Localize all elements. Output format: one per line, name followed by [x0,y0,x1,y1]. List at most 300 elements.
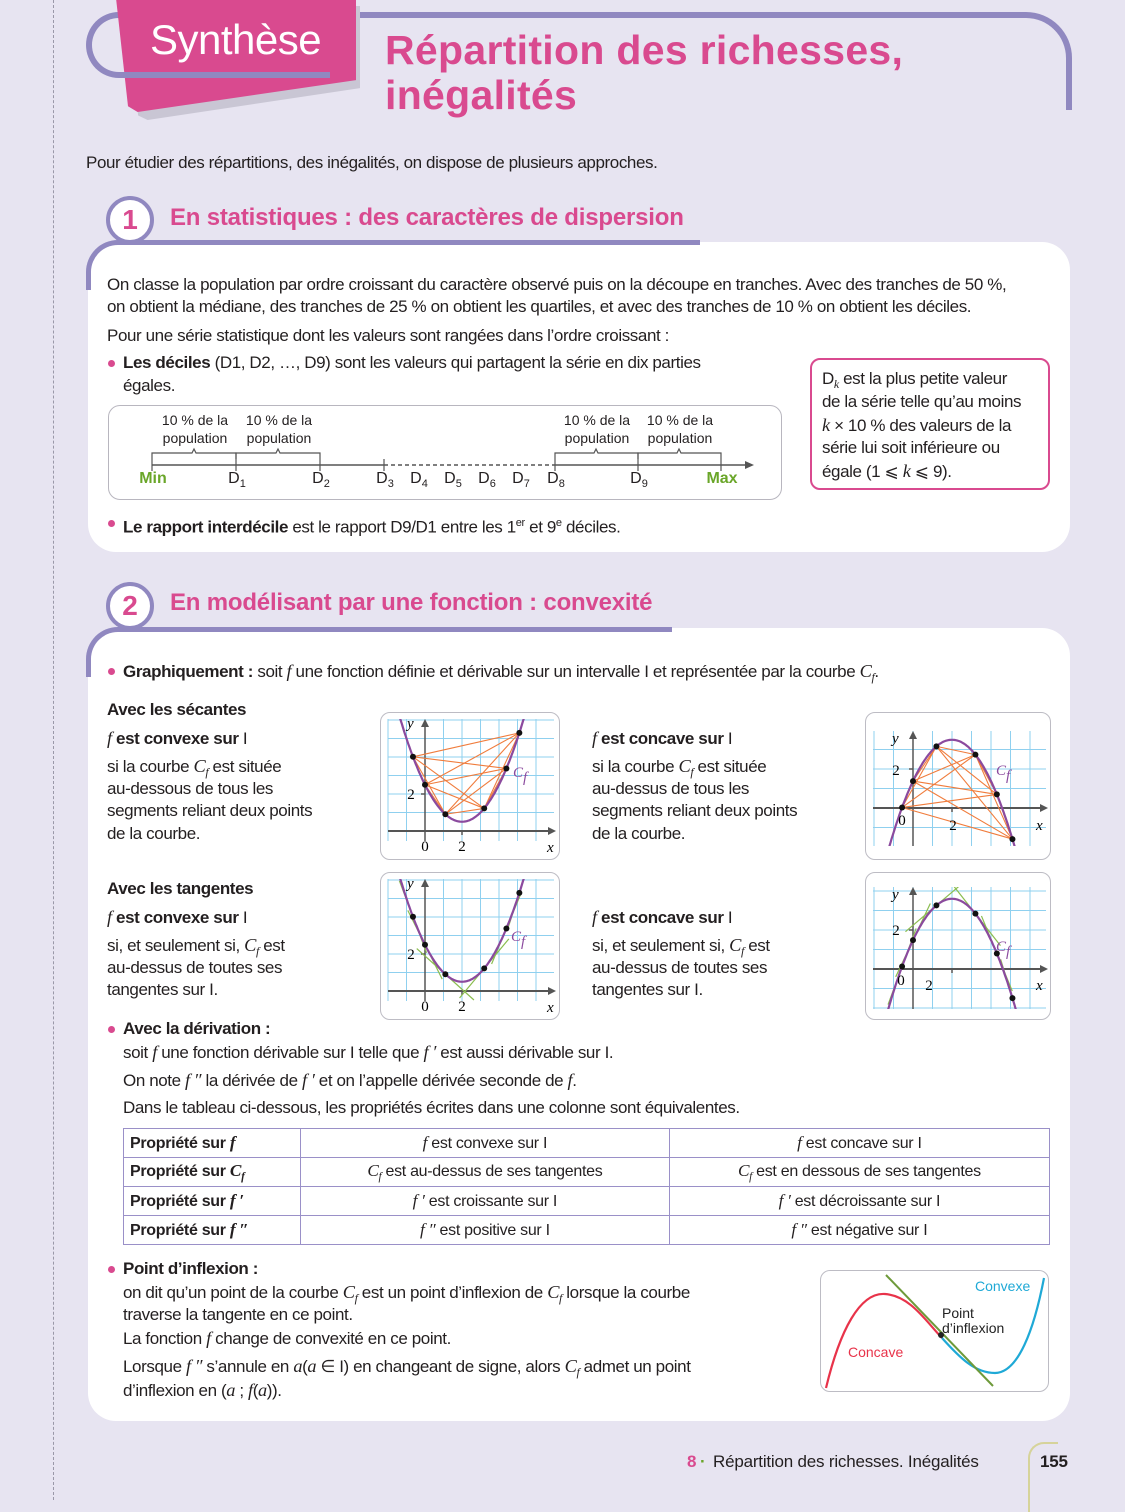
text-run: Lorsque [123,1357,186,1376]
y-tick-label: 2 [892,923,900,939]
curve-point [503,765,509,771]
text-run: soit [253,662,287,681]
text-run: f [797,1133,802,1152]
curve-point [422,782,428,788]
decile-label: $D_4$ [410,470,428,490]
text-run: Point d’inflexion : [123,1259,258,1278]
text-run: × 10 % des valeurs de la [829,416,1012,435]
text-run: f [206,1328,211,1348]
curve-label-sub: f [1006,768,1011,784]
text-run: segments reliant deux points [592,801,798,820]
text-run: f [248,1380,253,1400]
text-run: f [559,1291,562,1306]
text-run: . [572,1071,577,1090]
text-run: f [107,728,112,748]
text-run: de la courbe. [107,824,201,843]
text-run: f ″ [229,1220,249,1239]
text-run: est concave sur [596,729,728,748]
text-run: est en dessous de ses tangentes [751,1163,981,1181]
text-run: f [749,1170,752,1183]
text-run: ; [235,1381,248,1400]
section1-number: 1 [106,196,154,244]
text-run: série lui soit inférieure ou [822,438,1000,457]
text-run: Les déciles [123,353,211,372]
arrow-icon [909,731,917,739]
x-tick-label: 2 [925,978,933,994]
convexe-label: Convexe [974,1277,1030,1294]
definition-line [822,460,952,483]
point-label: Point [941,1304,974,1321]
description-line [107,823,200,845]
text-run: soit [123,1043,153,1062]
text-run: Propriété sur [130,1222,230,1239]
decile-label: $D_3$ [376,470,394,490]
section2-number: 2 [106,582,154,630]
text-run: D [822,369,834,388]
text-run: f [354,1291,358,1306]
secant-line [913,781,997,794]
text-run: Propriété sur [130,1135,230,1152]
text-run: on dit qu’un point de la courbe [123,1283,343,1302]
table-row [124,1158,1050,1187]
x-axis-label: x [1036,978,1043,994]
secant-line [425,733,519,785]
brace-icon [555,449,638,459]
secantes-heading: Avec les sécantes [107,700,247,719]
graph-convex-tangents [380,872,560,1020]
text-run: ⩽ 9). [910,462,952,481]
text-run: f ′ [778,1191,791,1210]
text-run: est concave sur [596,908,728,927]
synthese-label: Synthèse [150,16,322,63]
text-run: traverse la tangente en ce point. [123,1305,353,1324]
page-title [385,28,903,118]
text-run: f [378,1170,382,1183]
curve-point [910,937,916,943]
text-run: I [242,729,248,748]
curve-point [410,914,416,920]
grid [388,719,554,841]
text-run: C [229,1161,242,1181]
table-cell [301,1216,670,1245]
interdecile-bullet [123,512,620,539]
text-run: est croissante sur I [424,1193,558,1210]
text-run: la dérivée de [201,1071,302,1090]
decile-label: $D_6$ [478,470,496,490]
concave-curve [826,1293,942,1387]
text-run: tangentes sur I. [107,980,218,999]
secant-line [913,781,1012,839]
text-run: égale (1 ⩽ [822,462,903,481]
text-run: et 9 [524,517,556,537]
text-run: Dans le tableau ci-dessous, les propriétés écrites dans une colonne sont équivalentes. [123,1098,740,1117]
text-run: f ′ [229,1191,244,1210]
text-run: f ″ [185,1070,202,1090]
table-cell [301,1129,670,1158]
text-run: est le rapport D9/D1 entre les 1 [288,517,516,537]
secant-line [936,746,1012,839]
secant-line [413,757,445,814]
decile-label: $D_1$ [228,470,246,490]
derivation-text [123,1041,613,1064]
text-run: f [690,765,694,780]
text-run: si, et seulement si, [107,936,245,955]
inflexion-text [123,1327,451,1350]
text-run: f ″ [791,1220,807,1239]
text-run: C [342,1282,355,1302]
text-run: déciles. [561,517,621,537]
table-cell [301,1158,670,1187]
x-axis-label: x [547,840,554,856]
text-run: Propriété sur [130,1193,230,1210]
table-cell [669,1158,1049,1187]
text-run: est convexe sur I [427,1135,548,1152]
section1-title: En statistiques : des caractères de dispersion [170,204,684,231]
text-run: C [367,1161,379,1181]
curve-point [516,890,522,896]
chapter-number: 8 [687,1452,697,1471]
text-run: au-dessus de tous les [592,779,749,798]
definition-line [822,414,1011,437]
deciles-bullet [123,352,701,374]
secant-line [902,807,1012,839]
concave-label: Concave [847,1343,903,1360]
description-line [592,957,767,979]
row-header [124,1129,301,1158]
text-run: est au-dessus de ses tangentes [381,1163,603,1181]
secant-line [425,768,506,784]
text-run: e [555,517,562,529]
tangent-line [508,873,532,929]
text-run: f [107,907,112,927]
text-run: si la courbe [107,757,194,776]
text-run: C [729,935,741,955]
description-line [107,957,282,979]
text-run: de la série telle qu’au moins [822,392,1022,411]
s1-paragraph [107,274,1006,296]
bullet-icon [108,520,115,527]
origin-label: 0 [898,813,906,829]
s1-paragraph [107,325,669,347]
decile-label: $D_5$ [444,470,462,490]
text-run: C [193,756,206,776]
secant-line [902,746,936,807]
text-run: )). [266,1381,282,1400]
text-run: I [727,908,733,927]
curve-point [972,752,978,758]
brace-icon [152,449,236,459]
derivation-bullet [123,1018,270,1040]
text-run: er [515,517,525,529]
table-cell [669,1187,1049,1216]
table-row [124,1216,1050,1245]
bullet-icon [108,1026,115,1033]
text-run: f ″ [185,1356,203,1376]
text-run: f [241,1170,245,1183]
x-axis-label: x [1036,818,1043,834]
decile-label: $D_2$ [312,470,330,490]
curve-point [972,911,978,917]
grid [388,879,554,1001]
curve-point [422,942,428,948]
x-tick-label: 2 [458,839,466,855]
deciles-diagram [108,405,782,500]
inflexion-label: d’inflexion [941,1319,1004,1336]
text-run: au-dessous de tous les [107,779,274,798]
text-run: admet un point [579,1357,691,1376]
table-cell [669,1216,1049,1245]
curve-point [442,971,448,977]
description-line [592,979,703,1001]
description-line [592,800,797,822]
arrow-icon [745,461,754,469]
inflexion-text [123,1379,282,1402]
origin-label: 0 [897,973,905,989]
text-run: est concave sur I [801,1135,922,1152]
secant-line [936,746,996,794]
curve-point [994,791,1000,797]
text-run: C [859,661,872,681]
curve-point [516,730,522,736]
min-label: Min [139,470,167,487]
table-cell [301,1187,670,1216]
text-run: f [422,1133,428,1152]
description-line [592,778,749,800]
text-run: une fonction définie et dérivable sur un intervalle I et représentée par la courbe [291,662,860,681]
text-run: lorsque la courbe [561,1283,690,1302]
text-run: . [874,662,879,681]
convex-title [107,727,247,750]
y-axis-label: y [892,731,899,747]
chapter-title: Répartition des richesses. Inégalités [713,1452,979,1471]
text-run: f ′ [412,1191,425,1210]
text-run: k [833,377,839,392]
header-frame-bar [120,72,330,78]
text-run: f [152,1042,157,1062]
text-run: f ″ [419,1220,436,1239]
decile-label: $D_7$ [512,470,530,490]
curve-point [481,805,487,811]
text-run: si, et seulement si, [592,936,730,955]
text-run: est située [693,757,767,776]
text-run: f [567,1070,573,1090]
curve-label-sub: f [521,934,526,950]
curve-label: C [513,765,524,781]
row-header [124,1158,301,1187]
arrow-icon [1040,965,1048,973]
graph-concave-tangents [865,872,1051,1020]
text-run: égales. [123,376,176,395]
text-run: est positive sur I [435,1222,550,1239]
bullet-icon [108,360,115,367]
text-run: I [727,729,733,748]
text-run: Le rapport interdécile [123,517,289,537]
text-run: On note [123,1071,186,1090]
intro-text: Pour étudier des répartitions, des inégalités, on dispose de plusieurs approches. [86,153,658,172]
margin-cut-line [53,0,54,1500]
origin-label: 0 [421,999,429,1015]
derivation-text [123,1069,577,1092]
text-run: f [592,907,597,927]
bullet-icon [108,1266,115,1273]
arrow-icon [1040,804,1048,812]
origin-label: 0 [421,839,429,855]
y-axis-label: y [407,716,414,732]
convex-title [107,906,247,929]
s1-paragraph [107,296,971,318]
y-tick-label: 2 [892,763,900,779]
section2-title: En modélisant par une fonction : convexité [170,589,653,616]
curve-point [503,925,509,931]
deciles-bullet [123,375,175,397]
concave-title [592,727,732,750]
text-run: f [286,661,292,681]
secant-line [413,733,519,757]
text-run: I [242,908,248,927]
text-run: une fonction dérivable sur I telle que [156,1043,424,1062]
decile-label: $D_8$ [547,470,565,490]
description-line [107,778,273,800]
curve-point [1009,836,1015,842]
y-axis-label: y [407,876,414,892]
text-run: tangentes sur I. [592,980,703,999]
secant-line [445,733,519,814]
curve-label-sub: f [1006,944,1011,960]
text-run: si la courbe [592,757,679,776]
grid [873,887,1046,1009]
text-run: est située [208,757,282,776]
text-run: change de convexité en ce point. [210,1329,451,1348]
text-run: est convexe sur [111,908,243,927]
graphiquement-bullet [123,660,879,688]
graph-convex-secants [380,712,560,860]
text-run: s’annule en [202,1357,294,1376]
tangentes-heading: Avec les tangentes [107,879,254,898]
max-label: Max [706,470,738,487]
curve-point [933,743,939,749]
x-tick-label: 2 [458,999,466,1015]
page-title-line2: inégalités [385,72,578,118]
page-number: 155 [1040,1452,1068,1471]
curve-point [1009,995,1015,1001]
inflexion-bullet [123,1258,258,1280]
text-run: f [255,944,259,959]
text-run: est aussi dérivable sur I. [435,1043,614,1062]
curve-label: C [996,939,1007,955]
brace-label: 10 % de la population [161,412,229,446]
text-run: a [226,1380,236,1400]
text-run: On classe la population par ordre croissant du caractère observé puis on la découpe en tranches. Avec des tranches de 50 %, [107,275,1007,294]
definition-line [822,391,1021,413]
text-run: f [205,765,209,780]
text-run: Avec la dérivation : [123,1019,271,1038]
curve-label: C [996,763,1007,779]
text-run: est décroissante sur I [790,1193,941,1210]
text-run: f ′ [301,1070,315,1090]
text-run: Propriété sur [130,1163,230,1181]
text-run: a [307,1356,317,1376]
text-run: f [576,1365,580,1380]
graph-concave-secants [865,712,1051,860]
text-run: ( [302,1357,308,1376]
text-run: C [678,756,691,776]
description-line [107,800,312,822]
description-line [592,823,685,845]
text-run: est négative sur I [806,1222,928,1239]
text-run: f ′ [423,1042,436,1062]
text-run: C [244,935,256,955]
row-header [124,1216,301,1245]
text-run: est la plus petite valeur [838,369,1007,388]
secant-line [902,794,997,807]
text-run: est convexe sur [111,729,243,748]
inflexion-text [123,1304,353,1326]
text-run: a [257,1380,267,1400]
text-run: C [564,1356,577,1376]
footer-separator: · [700,1452,706,1471]
text-run: La fonction [123,1329,207,1348]
text-run: f [229,1133,236,1152]
curve-point [899,964,905,970]
text-run: f [592,728,597,748]
properties-table [123,1128,1050,1245]
text-run: ( [252,1381,258,1400]
text-run: on obtient la médiane, des tranches de 25 % on obtient les quartiles, et avec des tranches de 10 % on obtient les déciles. [107,297,972,316]
text-run: ∈ I) en changeant de signe, alors [316,1357,565,1376]
text-run: au-dessus de toutes ses [592,958,768,977]
text-run: est [258,936,285,955]
text-run: Graphiquement : [123,662,254,681]
text-run: est [743,936,770,955]
table-row [124,1129,1050,1158]
brace-label: 10 % de la population [646,412,714,446]
table-row [124,1187,1050,1216]
curve-point [910,778,916,784]
brace-icon [236,449,320,459]
decile-label: $D_9$ [630,470,648,490]
curve-point [933,902,939,908]
curve-point [481,965,487,971]
definition-line [822,437,1000,459]
description-line [107,979,218,1001]
page-title-line1: Répartition des richesses, [385,27,904,73]
arrow-icon [548,987,556,995]
text-run: au-dessus de toutes ses [107,958,283,977]
text-run: C [737,1161,750,1181]
brace-icon [638,449,721,459]
concave-title [592,906,732,929]
curve-point [899,804,905,810]
bullet-icon [108,668,115,675]
brace-label: 10 % de la population [563,412,631,446]
curve-label-sub: f [523,770,528,786]
text-run: (D1, D2, …, D9) sont les valeurs qui partagent la série en dix parties [210,353,701,372]
text-run: f [740,944,744,959]
curve-label: C [511,929,522,945]
text-run: k [902,461,911,481]
table-cell [669,1129,1049,1158]
curve-point [442,811,448,817]
text-run: C [547,1282,560,1302]
text-run: est un point d’inflexion de [357,1283,548,1302]
text-run: segments reliant deux points [107,801,313,820]
y-tick-label: 2 [407,947,415,963]
text-run: f [871,670,875,685]
text-run: et on l’appelle dérivée seconde de [314,1071,568,1090]
brace-label: 10 % de la population [245,412,313,446]
arrow-icon [548,827,556,835]
x-tick-label: 2 [949,818,957,834]
